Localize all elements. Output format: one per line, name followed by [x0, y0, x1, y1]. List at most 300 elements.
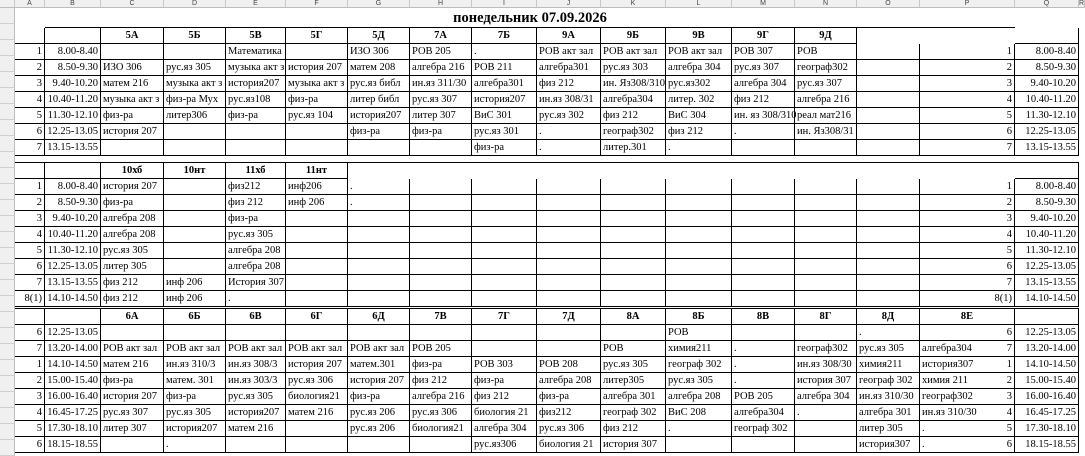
schedule-cell[interactable]: [410, 243, 472, 259]
lesson-number-right[interactable]: 3: [920, 211, 1015, 227]
schedule-cell[interactable]: [101, 325, 164, 341]
schedule-cell[interactable]: инф206: [286, 179, 348, 195]
lesson-number-right[interactable]: 4: [920, 405, 1015, 421]
schedule-cell[interactable]: [666, 437, 732, 453]
schedule-cell[interactable]: [732, 325, 795, 341]
schedule-cell[interactable]: биология21: [286, 389, 348, 405]
schedule-cell[interactable]: РОВ 205: [410, 341, 472, 357]
schedule-cell[interactable]: РОВ: [601, 341, 666, 357]
schedule-cell[interactable]: [537, 325, 601, 341]
column-header-i[interactable]: I: [472, 0, 537, 8]
schedule-cell[interactable]: алгебра 304: [666, 60, 732, 76]
schedule-cell[interactable]: [101, 437, 164, 453]
lesson-number-right[interactable]: 7: [920, 275, 1015, 291]
class-header[interactable]: 5Г: [286, 28, 348, 44]
schedule-cell[interactable]: рус.яз 301: [472, 124, 537, 140]
schedule-cell[interactable]: [666, 275, 732, 291]
schedule-cell[interactable]: инф 206: [286, 195, 348, 211]
schedule-cell[interactable]: физ-ра: [410, 357, 472, 373]
schedule-cell[interactable]: рус.яз 206: [348, 421, 410, 437]
lesson-time-right[interactable]: 10.40-11.20: [1015, 227, 1079, 243]
schedule-cell[interactable]: [410, 275, 472, 291]
class-header[interactable]: 7Г: [472, 309, 537, 325]
class-header[interactable]: 5Б: [164, 28, 226, 44]
schedule-cell[interactable]: РОВ 208: [537, 357, 601, 373]
schedule-cell[interactable]: рус.яз 306: [537, 421, 601, 437]
schedule-cell[interactable]: история207: [226, 405, 286, 421]
schedule-cell[interactable]: литер 305: [857, 421, 920, 437]
schedule-cell[interactable]: [732, 179, 795, 195]
schedule-cell[interactable]: история 207: [348, 373, 410, 389]
schedule-cell[interactable]: матем 208: [348, 60, 410, 76]
class-header[interactable]: 9А: [537, 28, 601, 44]
schedule-cell[interactable]: [857, 108, 920, 124]
schedule-cell[interactable]: [601, 243, 666, 259]
schedule-cell[interactable]: РОВ акт зал: [666, 44, 732, 60]
schedule-cell[interactable]: матем 216: [101, 76, 164, 92]
schedule-cell[interactable]: алгебра 216: [795, 92, 857, 108]
schedule-cell[interactable]: РОВ 205: [410, 44, 472, 60]
lesson-number[interactable]: 6: [15, 124, 45, 140]
schedule-cell[interactable]: [795, 195, 857, 211]
schedule-cell[interactable]: ин.яз 310/30: [857, 389, 920, 405]
schedule-cell[interactable]: [795, 325, 857, 341]
row-header[interactable]: [0, 392, 15, 408]
schedule-cell[interactable]: [410, 195, 472, 211]
schedule-cell[interactable]: [164, 211, 226, 227]
schedule-cell[interactable]: [472, 227, 537, 243]
schedule-cell[interactable]: [857, 227, 920, 243]
lesson-time-right[interactable]: 8.00-8.40: [1015, 44, 1079, 60]
schedule-cell[interactable]: [795, 259, 857, 275]
schedule-cell[interactable]: ин. Яз308/31: [795, 124, 857, 140]
lesson-number[interactable]: 8(1): [15, 291, 45, 307]
schedule-cell[interactable]: РОВ 303: [472, 357, 537, 373]
lesson-number-right[interactable]: 7: [920, 341, 1015, 357]
schedule-cell[interactable]: физ212: [537, 405, 601, 421]
schedule-cell[interactable]: история 307: [795, 373, 857, 389]
schedule-cell[interactable]: алгебра 301: [857, 405, 920, 421]
schedule-cell[interactable]: географ 302: [857, 373, 920, 389]
schedule-cell[interactable]: [472, 325, 537, 341]
lesson-time-right[interactable]: 18.15-18.55: [1015, 437, 1079, 453]
schedule-cell[interactable]: [666, 243, 732, 259]
schedule-cell[interactable]: [472, 341, 537, 357]
schedule-cell[interactable]: [410, 179, 472, 195]
schedule-cell[interactable]: [732, 211, 795, 227]
class-header[interactable]: 9В: [666, 28, 732, 44]
lesson-number[interactable]: 3: [15, 389, 45, 405]
schedule-cell[interactable]: рус.яз 305: [164, 60, 226, 76]
class-header[interactable]: 6Б: [164, 309, 226, 325]
schedule-cell[interactable]: [795, 275, 857, 291]
schedule-cell[interactable]: [286, 421, 348, 437]
schedule-cell[interactable]: рус.яз 307: [732, 60, 795, 76]
column-header-f[interactable]: F: [286, 0, 348, 8]
schedule-cell[interactable]: физ-ра: [348, 389, 410, 405]
schedule-cell[interactable]: [348, 243, 410, 259]
schedule-cell[interactable]: [286, 437, 348, 453]
schedule-cell[interactable]: [601, 275, 666, 291]
schedule-cell[interactable]: [732, 243, 795, 259]
lesson-time[interactable]: 16.00-16.40: [45, 389, 101, 405]
schedule-cell[interactable]: РОВ 211: [472, 60, 537, 76]
schedule-cell[interactable]: литер библ: [348, 92, 410, 108]
row-header[interactable]: [0, 200, 15, 216]
lesson-number-right[interactable]: 1: [920, 357, 1015, 373]
schedule-cell[interactable]: алгебра 208: [226, 243, 286, 259]
schedule-cell[interactable]: физ-ра: [410, 124, 472, 140]
lesson-number[interactable]: 5: [15, 421, 45, 437]
schedule-cell[interactable]: инф 206: [164, 291, 226, 307]
schedule-cell[interactable]: физ-ра: [101, 373, 164, 389]
schedule-cell[interactable]: рус.яз 305: [226, 227, 286, 243]
lesson-time[interactable]: 15.00-15.40: [45, 373, 101, 389]
schedule-cell[interactable]: литер306: [164, 108, 226, 124]
schedule-cell[interactable]: РОВ 307: [732, 44, 795, 60]
schedule-cell[interactable]: матем. 301: [164, 373, 226, 389]
column-header-j[interactable]: J: [537, 0, 601, 8]
schedule-cell[interactable]: [472, 243, 537, 259]
column-header-l[interactable]: L: [666, 0, 732, 8]
schedule-cell[interactable]: .: [164, 437, 226, 453]
schedule-cell[interactable]: [732, 259, 795, 275]
schedule-cell[interactable]: ИЗО 306: [348, 44, 410, 60]
schedule-cell[interactable]: [795, 421, 857, 437]
schedule-cell[interactable]: [795, 243, 857, 259]
schedule-cell[interactable]: рус.яз 302: [537, 108, 601, 124]
row-header[interactable]: [0, 408, 15, 424]
schedule-cell[interactable]: ВиС 208: [666, 405, 732, 421]
schedule-cell[interactable]: [410, 227, 472, 243]
schedule-cell[interactable]: [410, 211, 472, 227]
lesson-number-right[interactable]: 2: [920, 60, 1015, 76]
class-header[interactable]: 9Г: [732, 28, 795, 44]
lesson-number[interactable]: 4: [15, 92, 45, 108]
schedule-cell[interactable]: алгебра 304: [472, 421, 537, 437]
schedule-cell[interactable]: [472, 195, 537, 211]
lesson-time-right[interactable]: 11.30-12.10: [1015, 243, 1079, 259]
schedule-cell[interactable]: [537, 195, 601, 211]
schedule-cell[interactable]: [537, 259, 601, 275]
schedule-cell[interactable]: история 307: [601, 437, 666, 453]
schedule-cell[interactable]: [795, 437, 857, 453]
column-header-n[interactable]: N: [795, 0, 857, 8]
schedule-cell[interactable]: .: [732, 357, 795, 373]
row-header[interactable]: [0, 312, 15, 328]
schedule-cell[interactable]: [472, 259, 537, 275]
schedule-cell[interactable]: [472, 211, 537, 227]
schedule-cell[interactable]: [348, 211, 410, 227]
schedule-cell[interactable]: [857, 60, 920, 76]
class-header[interactable]: 6А: [101, 309, 164, 325]
schedule-cell[interactable]: географ 302: [732, 421, 795, 437]
schedule-cell[interactable]: [537, 211, 601, 227]
schedule-cell[interactable]: физ 212: [226, 195, 286, 211]
schedule-cell[interactable]: история 207: [101, 389, 164, 405]
schedule-cell[interactable]: ВиС 304: [666, 108, 732, 124]
column-header-g[interactable]: G: [348, 0, 410, 8]
lesson-number[interactable]: 2: [15, 195, 45, 211]
class-header[interactable]: 8Е: [920, 309, 1015, 325]
lesson-time[interactable]: 13.15-13.55: [45, 275, 101, 291]
schedule-cell[interactable]: матем 216: [286, 405, 348, 421]
schedule-cell[interactable]: географ302: [601, 124, 666, 140]
row-header[interactable]: [0, 440, 15, 456]
class-header[interactable]: 5Д: [348, 28, 410, 44]
schedule-cell[interactable]: физ 212: [732, 92, 795, 108]
lesson-number[interactable]: 6: [15, 259, 45, 275]
lesson-time[interactable]: 8.50-9.30: [45, 60, 101, 76]
schedule-cell[interactable]: Математика: [226, 44, 286, 60]
schedule-cell[interactable]: [164, 44, 226, 60]
column-header-e[interactable]: E: [226, 0, 286, 8]
schedule-cell[interactable]: [410, 325, 472, 341]
schedule-cell[interactable]: РОВ 205: [732, 389, 795, 405]
lesson-time-right[interactable]: 13.15-13.55: [1015, 140, 1079, 156]
schedule-cell[interactable]: [795, 211, 857, 227]
schedule-cell[interactable]: история307: [857, 437, 920, 453]
lesson-number-right[interactable]: 6: [920, 437, 1015, 453]
lesson-number[interactable]: 1: [15, 179, 45, 195]
lesson-number-right[interactable]: 6: [920, 325, 1015, 341]
schedule-cell[interactable]: литер 305: [101, 259, 164, 275]
schedule-cell[interactable]: химия 211: [920, 373, 1015, 389]
schedule-cell[interactable]: литер.301: [601, 140, 666, 156]
class-header[interactable]: 7В: [410, 309, 472, 325]
schedule-cell[interactable]: реал мат216: [795, 108, 857, 124]
schedule-cell[interactable]: рус.яз 104: [286, 108, 348, 124]
schedule-cell[interactable]: рус.яз 305: [226, 389, 286, 405]
lesson-number-right[interactable]: 7: [920, 140, 1015, 156]
schedule-cell[interactable]: [348, 437, 410, 453]
lesson-time[interactable]: 11.30-12.10: [45, 243, 101, 259]
schedule-cell[interactable]: [732, 195, 795, 211]
schedule-cell[interactable]: алгебра 216: [410, 389, 472, 405]
lesson-number[interactable]: 6: [15, 437, 45, 453]
schedule-cell[interactable]: история 207: [286, 60, 348, 76]
select-all-corner[interactable]: [0, 0, 15, 8]
schedule-cell[interactable]: алгебра 208: [226, 259, 286, 275]
lesson-number[interactable]: 2: [15, 60, 45, 76]
row-header[interactable]: [0, 280, 15, 296]
lesson-number[interactable]: 3: [15, 76, 45, 92]
schedule-cell[interactable]: История 307: [226, 275, 286, 291]
schedule-cell[interactable]: .: [795, 405, 857, 421]
schedule-cell[interactable]: рус.яз 305: [601, 357, 666, 373]
schedule-cell[interactable]: физ-ра Мух: [164, 92, 226, 108]
schedule-cell[interactable]: [164, 227, 226, 243]
schedule-cell[interactable]: алгебра 301: [601, 389, 666, 405]
schedule-cell[interactable]: [857, 44, 920, 60]
schedule-cell[interactable]: [348, 227, 410, 243]
schedule-cell[interactable]: .: [732, 341, 795, 357]
schedule-cell[interactable]: [732, 227, 795, 243]
lesson-time[interactable]: 9.40-10.20: [45, 211, 101, 227]
schedule-cell[interactable]: [601, 325, 666, 341]
schedule-cell[interactable]: .: [226, 291, 286, 307]
schedule-cell[interactable]: географ 302: [666, 357, 732, 373]
schedule-cell[interactable]: .: [472, 44, 537, 60]
lesson-time-right[interactable]: 8.00-8.40: [1015, 179, 1079, 195]
schedule-cell[interactable]: РОВ акт зал: [348, 341, 410, 357]
schedule-cell[interactable]: [286, 325, 348, 341]
schedule-cell[interactable]: ин.яз 308/30: [795, 357, 857, 373]
schedule-cell[interactable]: [286, 211, 348, 227]
schedule-cell[interactable]: физ 212: [666, 124, 732, 140]
row-header[interactable]: [0, 264, 15, 280]
lesson-time[interactable]: 8.50-9.30: [45, 195, 101, 211]
schedule-cell[interactable]: рус.яз 306: [410, 405, 472, 421]
lesson-time[interactable]: 13.15-13.55: [45, 140, 101, 156]
row-header[interactable]: [0, 232, 15, 248]
schedule-cell[interactable]: [164, 179, 226, 195]
schedule-cell[interactable]: рус.яз 303: [601, 60, 666, 76]
lesson-time[interactable]: 8.00-8.40: [45, 179, 101, 195]
schedule-cell[interactable]: химия211: [666, 341, 732, 357]
schedule-cell[interactable]: физ 212: [472, 389, 537, 405]
lesson-time-right[interactable]: 14.10-14.50: [1015, 291, 1079, 307]
schedule-cell[interactable]: алгебра304: [920, 341, 1015, 357]
column-header-p[interactable]: P: [920, 0, 1015, 8]
lesson-time-right[interactable]: 17.30-18.10: [1015, 421, 1079, 437]
lesson-number[interactable]: 1: [15, 44, 45, 60]
schedule-cell[interactable]: [472, 275, 537, 291]
schedule-cell[interactable]: [101, 44, 164, 60]
schedule-cell[interactable]: [857, 275, 920, 291]
lesson-time[interactable]: 8.00-8.40: [45, 44, 101, 60]
class-header[interactable]: 6В: [226, 309, 286, 325]
schedule-cell[interactable]: [537, 341, 601, 357]
schedule-cell[interactable]: [164, 243, 226, 259]
schedule-cell[interactable]: алгебра 208: [101, 227, 164, 243]
lesson-time-right[interactable]: 16.00-16.40: [1015, 389, 1079, 405]
row-header[interactable]: [0, 24, 15, 40]
lesson-number[interactable]: 4: [15, 227, 45, 243]
schedule-cell[interactable]: [857, 243, 920, 259]
lesson-time-right[interactable]: 14.10-14.50: [1015, 357, 1079, 373]
schedule-cell[interactable]: алгебра304: [601, 92, 666, 108]
schedule-cell[interactable]: биология21: [410, 421, 472, 437]
schedule-cell[interactable]: [666, 227, 732, 243]
class-header[interactable]: 7Б: [472, 28, 537, 44]
schedule-cell[interactable]: географ302: [795, 341, 857, 357]
lesson-time[interactable]: 9.40-10.20: [45, 76, 101, 92]
schedule-cell[interactable]: [164, 124, 226, 140]
schedule-cell[interactable]: рус.яз306: [472, 437, 537, 453]
lesson-time[interactable]: 10.40-11.20: [45, 92, 101, 108]
schedule-cell[interactable]: музыка акт з: [164, 76, 226, 92]
schedule-cell[interactable]: [857, 124, 920, 140]
schedule-cell[interactable]: физ 212: [101, 291, 164, 307]
lesson-time[interactable]: 14.10-14.50: [45, 291, 101, 307]
lesson-number-right[interactable]: 2: [920, 195, 1015, 211]
schedule-cell[interactable]: физ-ра: [348, 124, 410, 140]
schedule-cell[interactable]: ин.яз 310/30: [920, 405, 1015, 421]
schedule-cell[interactable]: алгебра301: [472, 76, 537, 92]
schedule-cell[interactable]: РОВ акт зал: [164, 341, 226, 357]
schedule-cell[interactable]: литер. 302: [666, 92, 732, 108]
schedule-cell[interactable]: .: [666, 421, 732, 437]
schedule-cell[interactable]: [857, 259, 920, 275]
schedule-cell[interactable]: физ-ра: [472, 373, 537, 389]
schedule-cell[interactable]: физ 212: [101, 275, 164, 291]
lesson-time[interactable]: 16.45-17.25: [45, 405, 101, 421]
lesson-number[interactable]: 3: [15, 211, 45, 227]
schedule-cell[interactable]: [226, 437, 286, 453]
schedule-cell[interactable]: ин. Яз308/310: [601, 76, 666, 92]
class-header[interactable]: 11хб: [226, 163, 286, 179]
schedule-cell[interactable]: [348, 275, 410, 291]
schedule-cell[interactable]: физ-ра: [226, 108, 286, 124]
schedule-cell[interactable]: матем.301: [348, 357, 410, 373]
row-header[interactable]: [0, 360, 15, 376]
schedule-cell[interactable]: [410, 259, 472, 275]
schedule-cell[interactable]: история307: [920, 357, 1015, 373]
schedule-cell[interactable]: история 207: [101, 124, 164, 140]
lesson-time-right[interactable]: 13.15-13.55: [1015, 275, 1079, 291]
schedule-cell[interactable]: литер 307: [101, 421, 164, 437]
lesson-time[interactable]: 12.25-13.05: [45, 259, 101, 275]
schedule-cell[interactable]: [472, 179, 537, 195]
schedule-cell[interactable]: рус.яз 307: [101, 405, 164, 421]
schedule-cell[interactable]: [857, 211, 920, 227]
schedule-cell[interactable]: географ302: [920, 389, 1015, 405]
schedule-cell[interactable]: [857, 92, 920, 108]
lesson-number[interactable]: 7: [15, 341, 45, 357]
row-header[interactable]: [0, 344, 15, 360]
row-header[interactable]: [0, 8, 15, 24]
column-header-a[interactable]: A: [15, 0, 45, 8]
column-header-k[interactable]: K: [601, 0, 666, 8]
schedule-cell[interactable]: инф 206: [164, 275, 226, 291]
schedule-cell[interactable]: музыка акт з: [226, 60, 286, 76]
class-header[interactable]: 7Д: [537, 309, 601, 325]
schedule-cell[interactable]: [857, 195, 920, 211]
lesson-number-right[interactable]: 5: [920, 243, 1015, 259]
schedule-cell[interactable]: рус.яз 305: [857, 341, 920, 357]
class-header[interactable]: 8Г: [795, 309, 857, 325]
schedule-cell[interactable]: [601, 195, 666, 211]
lesson-time-right[interactable]: 12.25-13.05: [1015, 259, 1079, 275]
class-header[interactable]: 6Д: [348, 309, 410, 325]
schedule-cell[interactable]: ИЗО 306: [101, 60, 164, 76]
schedule-cell[interactable]: [601, 227, 666, 243]
schedule-cell[interactable]: РОВ: [795, 44, 857, 60]
lesson-number[interactable]: 4: [15, 405, 45, 421]
schedule-cell[interactable]: .: [537, 140, 601, 156]
schedule-cell[interactable]: [666, 259, 732, 275]
schedule-cell[interactable]: [226, 325, 286, 341]
lesson-time-right[interactable]: 8.50-9.30: [1015, 195, 1079, 211]
lesson-number-right[interactable]: 5: [920, 421, 1015, 437]
schedule-cell[interactable]: физ-ра: [472, 140, 537, 156]
schedule-cell[interactable]: ин.яз 310/3: [164, 357, 226, 373]
lesson-number[interactable]: 5: [15, 108, 45, 124]
schedule-cell[interactable]: музыка акт з: [286, 76, 348, 92]
schedule-cell[interactable]: [410, 437, 472, 453]
row-header[interactable]: [0, 72, 15, 88]
schedule-cell[interactable]: [795, 179, 857, 195]
schedule-cell[interactable]: [286, 275, 348, 291]
schedule-cell[interactable]: .: [348, 179, 410, 195]
schedule-cell[interactable]: .: [666, 140, 732, 156]
row-header[interactable]: [0, 40, 15, 56]
schedule-cell[interactable]: алгебра301: [537, 60, 601, 76]
schedule-cell[interactable]: [732, 275, 795, 291]
column-header-q[interactable]: Q: [1015, 0, 1079, 8]
schedule-cell[interactable]: матем 216: [101, 357, 164, 373]
